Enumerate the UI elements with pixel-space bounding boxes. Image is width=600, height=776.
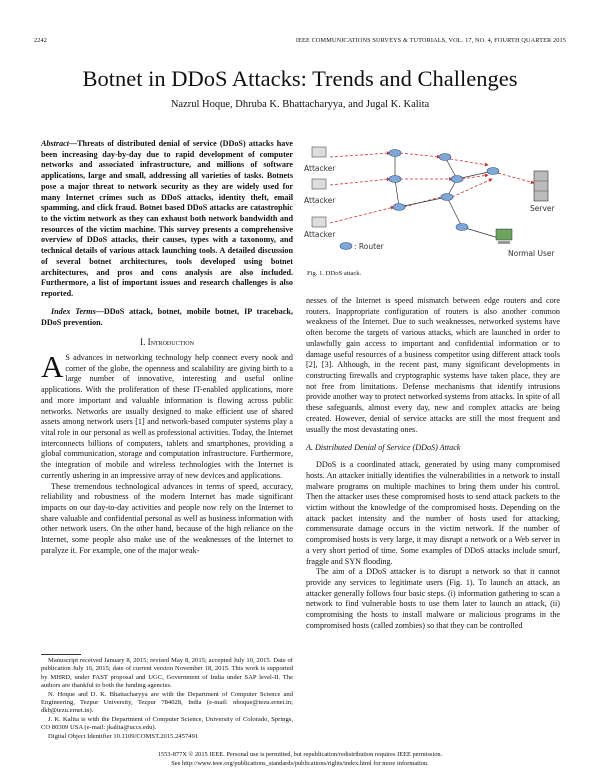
router-icon <box>389 176 401 183</box>
figure-ddos-attack <box>302 135 564 267</box>
normal-user-label: Normal User <box>508 249 555 258</box>
server-icon <box>534 171 548 201</box>
router-icon <box>393 204 405 211</box>
section-heading-introduction: I. Introduction <box>140 337 194 348</box>
attacker-label: Attacker <box>304 230 336 239</box>
computer-icon <box>312 217 326 227</box>
router-icon <box>389 150 401 157</box>
right-paragraph-1: nesses of the Internet is speed mismatch between edge routers and core routers. Inappropriate configuration of routers is also another common weakness of the Internet. Due to such weaknesses, networked systems have often become the targets of various attacks, which are launched in order to unlawfully gain access to important and confidential information or to damage useful resources of a business competitor using different attack tools [2], [3]. Although, in the recent past, many significant developments in constructing firewalls and cryptographic systems have taken place, they are not free from limitations. Defense mechanisms that identify intrusions provide another way to protect networked systems from attacks. In spite of all these safeguards, almost every day, new and complex attacks are being created. However, denial of service attacks are still the most frequent and usually the most devastating ones. <box>306 296 560 434</box>
footnotes <box>41 657 293 741</box>
router-icon <box>456 224 468 231</box>
normal-user-computer-icon <box>496 229 512 244</box>
router-icon <box>441 194 453 201</box>
abstract-label: Abstract <box>41 139 69 148</box>
router-legend-icon <box>340 243 352 250</box>
subsection-heading-ddos: A. Distributed Denial of Service (DDoS) Attack <box>306 443 461 453</box>
abstract-text: —Threats of distributed denial of service (DDoS) attacks have been increasing day-by-day due to rapid development of computer networks and associated infrastructure, and millions of software applications, large and small, addressing all varieties of tasks. Botnets pose a major threat to network security as they are widely used for many Internet crimes such as DDoS attacks, identity theft, email spamming, and click fraud. Botnet based DDoS attacks are catastrophic to the victim network as they can exhaust both network bandwidth and resources of the victim machine. This survey presents a comprehensive overview of DDoS attacks, their causes, types with a taxonomy, and technical details of various attack launching tools. A detailed discussion of several botnet architectures, tools developed using botnet architectures, and pros and cons analysis are also included. Furthermore, a list of important issues and research challenges is also reported. <box>41 139 293 299</box>
copyright-line: 1553-877X © 2015 IEEE. Personal use is permitted, but republication/redistribution requires IEEE permission. <box>157 751 443 758</box>
left-column <box>41 139 293 557</box>
router-legend-label: : Router <box>354 242 384 251</box>
right-paragraph-2: DDoS is a coordinated attack, generated by using many compromised hosts. An attacker initially identifies the vulnerabilities in a network to install malware programs on multiple machines to bring them under his control. Then the attacker uses these compromised hosts to send attack packets to the victim without the knowledge of the compromised hosts. Depending on the attack packet intensity and the number of hosts used for attacking, commensurate damage occurs in the victim network. If the number of compromised hosts is very large, it may disrupt a network or a Web server in a very short period of time. Some examples of DDoS attacks include smurf, fraggle and SYN flooding. <box>306 460 560 566</box>
attacker-label: Attacker <box>304 196 336 205</box>
router-icon <box>439 154 451 161</box>
intro-paragraph-1-text: S advances in networking technology help connect every nook and corner of the globe, the openness and scalability are giving birth to a large number of innovative, interesting and useful online applications. With the proliferation of these IT-enabled applications, more and more important and valuable information is flowing across public networks. Networks are usually designed to make efficient use of shared assets among network users [1] and network-based computer systems play a vital role in our personal as well as professional activities. Today, the Internet interconnects billions of computers, tablets and smartphones, providing a global communication, storage and computation infrastructure. Furthermore, the integration of mobile and wireless technologies with the Internet is currently ushering in an impressive array of new devices and applications. <box>41 352 293 480</box>
footnote-doi: Digital Object Identifier 10.1109/COMST.2015.2457491 <box>48 732 199 740</box>
attack-lines <box>330 153 534 223</box>
drop-cap: A <box>41 348 64 384</box>
computer-icon <box>312 179 326 189</box>
footnote-rule <box>41 654 81 655</box>
footnote-affiliation-2: J. K. Kalita is with the Department of Computer Science, University of Colorado, Springs, CO 80309 USA (e-mail: jkalita@uccs.edu). <box>41 715 293 732</box>
attacker-computers <box>312 147 326 227</box>
router-icons <box>340 150 499 250</box>
router-icon <box>487 168 499 175</box>
index-terms-label: Index Terms <box>51 306 96 316</box>
footnote-manuscript: Manuscript received January 8, 2015; revised May 8, 2015; accepted July 10, 2015. Date of publication July 16, 2015; date of current version November 18, 2015. This work is supported by MHRD, under FAST proposal and UGC, Government of India under SAP level-II. The authors are thankful to both the funding agencies. <box>41 657 293 690</box>
server-label: Server <box>530 204 555 213</box>
right-column <box>306 296 560 632</box>
index-terms <box>41 307 293 328</box>
rights-link-line: See http://www.ieee.org/publications_standards/publications/rights/index.html for more information. <box>171 760 429 767</box>
intro-paragraph-1 <box>41 348 293 482</box>
paper-title: Botnet in DDoS Attacks: Trends and Challenges <box>82 66 518 91</box>
journal-header: IEEE COMMUNICATIONS SURVEYS & TUTORIALS, VOL. 17, NO. 4, FOURTH QUARTER 2015 <box>295 37 566 44</box>
author-list: Nazrul Hoque, Dhruba K. Bhattacharyya, and Jugal K. Kalita <box>170 99 430 110</box>
page-number: 2242 <box>34 37 47 44</box>
footnote-affiliation-1: N. Hoque and D. K. Bhattacharyya are with the Department of Computer Science and Engineering, Tezpur University, Tezpur 784028, India (e-mail: nhoque@tezu.ernet.in; dkb@tezu.ernet.in). <box>41 690 293 715</box>
router-icon <box>451 176 463 183</box>
index-terms-text: —DDoS attack, botnet, mobile botnet, IP traceback, DDoS prevention. <box>41 306 293 327</box>
ddos-diagram <box>302 135 564 267</box>
figure-caption: Fig. 1. DDoS attack. <box>307 270 362 277</box>
attacker-label: Attacker <box>304 164 336 173</box>
abstract <box>41 139 293 300</box>
right-paragraph-3: The aim of a DDoS attacker is to disrupt a network so that it cannot provide any services to legitimate users (Fig. 1). To launch an attack, an attacker generally follows four basic steps. (i) information gathering to scan a network to find vulnerable hosts to use them later to launch an attack, (ii) compromising the hosts to install malware or malicious programs in the compromised hosts (called zombies) so that they can be controlled <box>306 567 560 630</box>
computer-icon <box>312 147 326 157</box>
intro-paragraph-2: These tremendous technological advances in terms of speed, accuracy, reliability and robustness of the modern Internet has made significant impacts on our day-to-day activities and people now rely on the Internet to share valuable and confidential personal as well as business information with other network users. On the other hand, because of the high reliance on the Internet, some people also make use of the weaknesses of the Internet to paralyze it. For example, one of the major weak- <box>41 481 293 555</box>
